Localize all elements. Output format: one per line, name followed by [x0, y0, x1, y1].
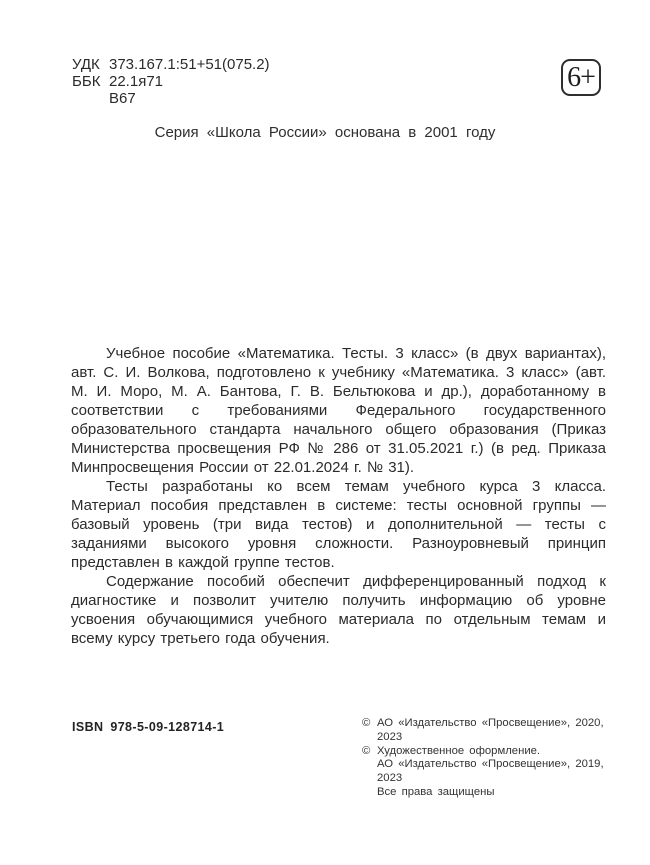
udk-label: УДК	[72, 56, 100, 73]
author-sign-spacer	[72, 90, 109, 107]
copyright-text: Художественное оформление.	[377, 744, 541, 757]
copyright-line-1	[362, 717, 622, 745]
copyright-block	[362, 717, 622, 800]
annotation-paragraph-1: Учебное пособие «Математика. Тесты. 3 класс» (в двух вариантах), авт. С. И. Волкова, подготовлено к учебнику «Математика. 3 класс» (авт. М. И. Моро, М. А. Бантова, Г. В. Бельтюкова и др.), доработанному в соответствии с требованиями Федерального государственного образовательного стандарта начального общего образования (Приказ Министерства просвещения РФ № 286 от 31.05.2021 г.) (в ред. Приказа Минпросвещения России от 22.01.2024 г. № 31).	[71, 345, 606, 476]
udk-value: 373.167.1:51+51(075.2)	[109, 56, 270, 73]
copyright-text: АО «Издательство «Просвещение», 2020, 2023	[377, 717, 604, 743]
bbk-value: 22.1я71	[109, 73, 164, 90]
series-line: Серия «Школа России» основана в 2001 году	[154, 124, 496, 141]
copyright-text: АО «Издательство «Просвещение», 2019, 2023	[377, 758, 604, 785]
copyright-symbol: ©	[362, 717, 371, 729]
annotation-paragraph-2: Тесты разработаны ко всем темам учебного курса 3 класса. Материал пособия представлен в системе: тесты основной группы — базовый уровень (три вида тестов) и дополнительной — тесты с заданиями высокого уровня сложности. Разноуровневый принцип представлен в каждой группе тестов.	[71, 478, 606, 571]
bbk-row	[72, 73, 270, 90]
copyright-symbol	[362, 758, 377, 786]
udk-row	[72, 56, 270, 73]
copyright-line-3	[362, 758, 622, 786]
author-sign: В67	[109, 90, 136, 107]
author-sign-row	[72, 90, 270, 107]
copyright-text: Все права защищены	[377, 785, 495, 798]
copyright-symbol	[362, 786, 377, 800]
copyright-line-2	[362, 745, 622, 759]
annotation-paragraph-3: Содержание пособий обеспечит дифференцированный подход к диагностике и позволит учителю получить информацию об уровне усвоения обучающимися учебного материала по отдельным темам и всему курсу третьего года обучения.	[71, 573, 606, 647]
copyright-line-4	[362, 786, 622, 800]
annotation-block	[71, 344, 606, 648]
age-rating-badge: 6+	[561, 59, 601, 96]
bbk-label: ББК	[72, 73, 101, 90]
isbn: ISBN 978-5-09-128714-1	[72, 720, 225, 734]
copyright-symbol: ©	[362, 744, 371, 757]
bibliographic-codes	[72, 56, 270, 107]
